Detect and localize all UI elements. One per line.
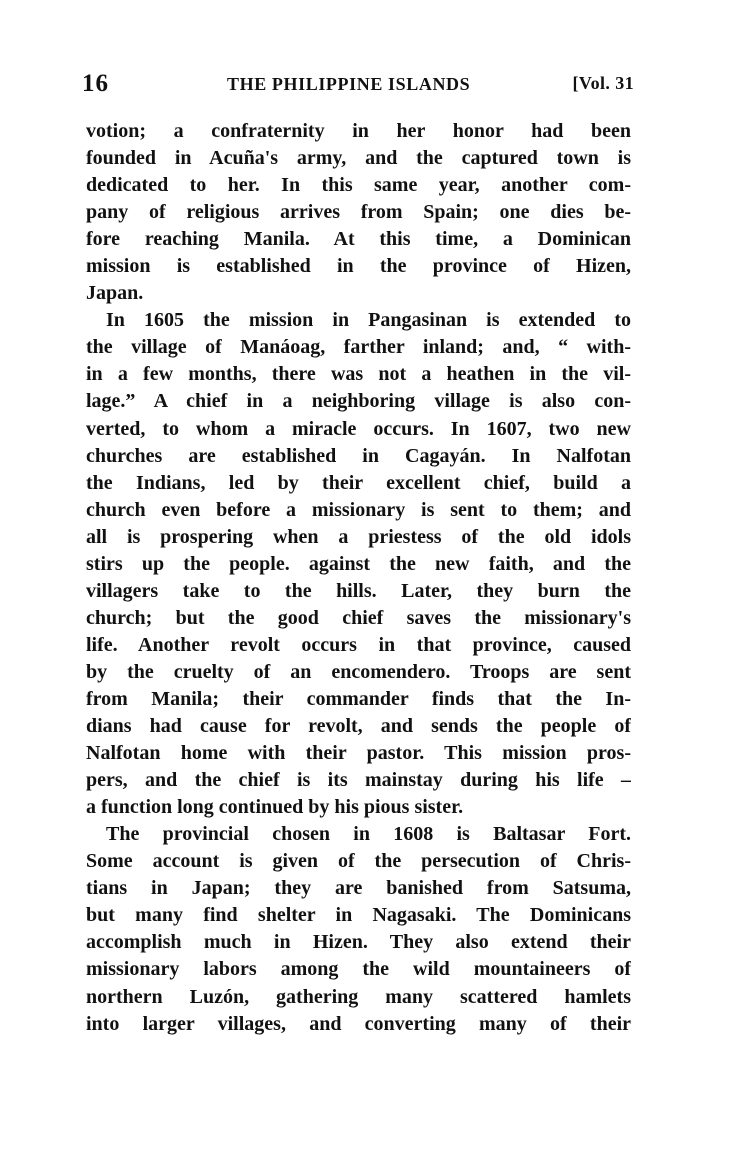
- text-line: pers, and the chief is its mainstay during his life –: [86, 769, 631, 792]
- text-line: lage.” A chief in a neighboring village is also con-: [86, 390, 631, 413]
- text-line: church even before a missionary is sent to them; and: [86, 498, 631, 521]
- text-line: all is prospering when a priestess of the old idols: [86, 525, 631, 548]
- text-line: The provincial chosen in 1608 is Baltasar Fort.: [106, 823, 631, 846]
- text-line: missionary labors among the wild mountaineers of: [86, 958, 631, 981]
- text-line: verted, to whom a miracle occurs. In 1607, two new: [86, 417, 631, 440]
- text-line: votion; a confraternity in her honor had been: [86, 120, 631, 142]
- text-line: dians had cause for revolt, and sends the people of: [86, 715, 631, 738]
- text-line: villagers take to the hills. Later, they burn the: [86, 579, 631, 602]
- running-head: [82, 70, 634, 106]
- text-line: the Indians, led by their excellent chief, build a: [86, 471, 631, 494]
- text-line: northern Luzón, gathering many scattered hamlets: [86, 985, 631, 1008]
- text-line: a function long continued by his pious sister.: [86, 796, 464, 819]
- text-line: churches are established in Cagayán. In Nalfotan: [86, 444, 631, 467]
- text-line: from Manila; their commander finds that the In-: [86, 687, 631, 710]
- text-line: by the cruelty of an encomendero. Troops are sent: [86, 660, 631, 683]
- text-line: dedicated to her. In this same year, another com-: [86, 174, 631, 197]
- text-line: but many find shelter in Nagasaki. The Dominicans: [86, 904, 631, 927]
- text-line: stirs up the people. against the new faith, and the: [86, 552, 631, 575]
- text-line: accomplish much in Hizen. They also extend their: [86, 931, 631, 954]
- text-line: In 1605 the mission in Pangasinan is extended to: [106, 309, 631, 332]
- text-line: life. Another revolt occurs in that province, caused: [86, 633, 631, 656]
- text-line: the village of Manáoag, farther inland; and, “ with-: [86, 336, 631, 359]
- text-line: Some account is given of the persecution of Chris-: [86, 850, 631, 873]
- text-line: fore reaching Manila. At this time, a Dominican: [86, 228, 631, 251]
- text-line: tians in Japan; they are banished from Satsuma,: [86, 877, 631, 900]
- volume-label: [Vol. 31: [572, 73, 634, 93]
- body-text: [86, 118, 631, 1068]
- text-line: founded in Acuña's army, and the captured town is: [86, 147, 631, 170]
- running-title: THE PHILIPPINE ISLANDS: [227, 74, 471, 94]
- text-line: pany of religious arrives from Spain; one dies be-: [86, 201, 631, 224]
- text-line: into larger villages, and converting many of their: [86, 1012, 631, 1035]
- text-line: in a few months, there was not a heathen in the vil-: [86, 363, 631, 386]
- text-line: mission is established in the province of Hizen,: [86, 255, 631, 278]
- page-number: 16: [82, 70, 109, 97]
- text-line: church; but the good chief saves the missionary's: [86, 606, 631, 629]
- text-line: Nalfotan home with their pastor. This mission pros-: [86, 742, 631, 765]
- text-line: Japan.: [86, 282, 144, 305]
